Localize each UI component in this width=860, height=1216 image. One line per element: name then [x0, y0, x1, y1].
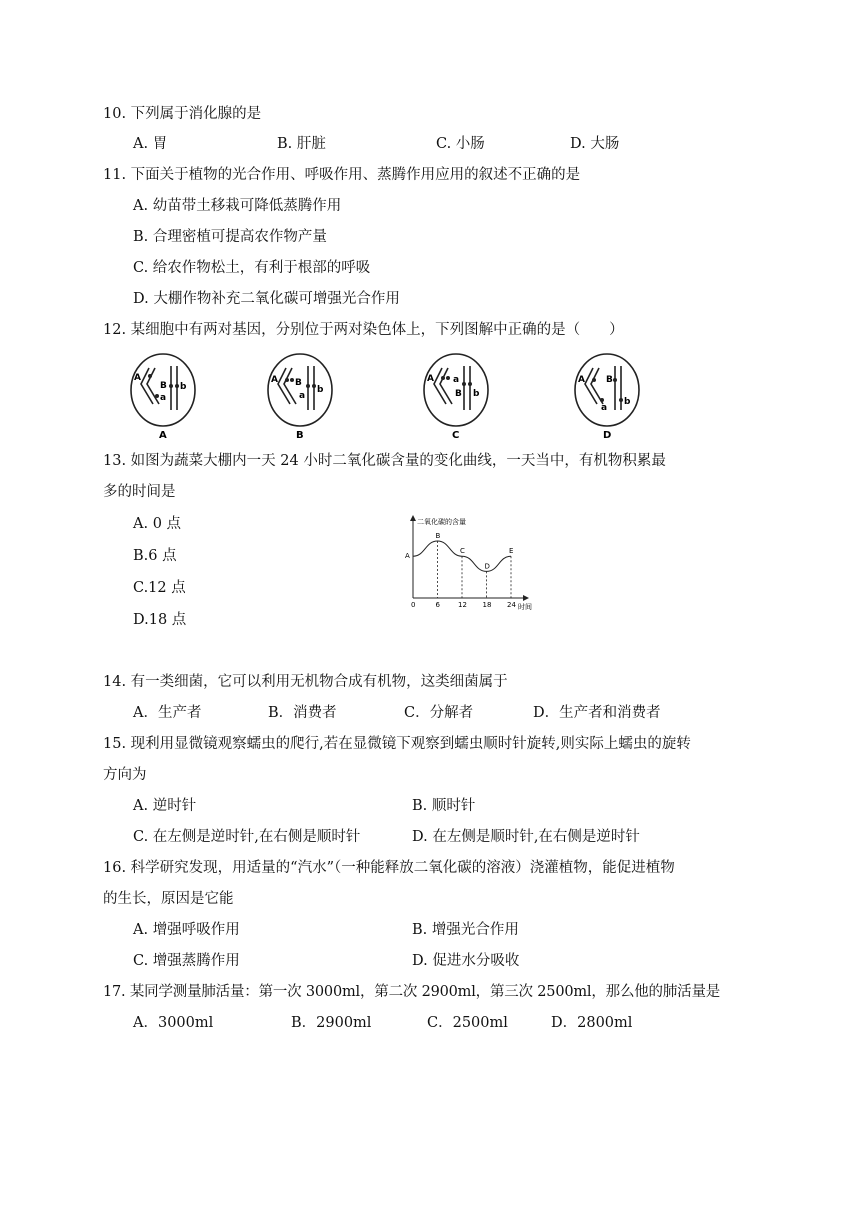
- cell-diagram-d: [575, 354, 639, 441]
- question-12-stem: 12. 某细胞中有两对基因，分别位于两对染色体上，下列图解中正确的是（ ）: [103, 322, 624, 338]
- q15-option-a: A. 逆时针: [133, 798, 197, 814]
- q15-option-c: C. 在左侧是逆时针,在右侧是顺时针: [133, 829, 361, 845]
- question-15-stem-line2: 方向为: [103, 767, 147, 783]
- q16-option-c: C. 增强蒸腾作用: [133, 953, 240, 969]
- q12-cell-diagrams: [0, 350, 860, 445]
- q14-option-b: B．消费者: [268, 705, 337, 721]
- point-label: B: [435, 532, 441, 540]
- q16-option-d: D. 促进水分吸收: [412, 953, 520, 969]
- q10-option-b: B. 肝脏: [277, 136, 326, 152]
- q16-option-a: A. 增强呼吸作用: [133, 922, 240, 938]
- cell-label-c: C: [452, 430, 460, 441]
- q14-option-d: D．生产者和消费者: [533, 705, 661, 721]
- gene-label: A: [134, 373, 141, 383]
- x-tick-label: 6: [435, 601, 440, 609]
- cell-diagram-a: [131, 354, 195, 441]
- gene-label: B: [160, 381, 167, 391]
- question-15-stem-line1: 15. 现利用显微镜观察蠕虫的爬行,若在显微镜下观察到蠕虫顺时针旋转,则实际上蠕虫的旋转: [103, 736, 691, 752]
- question-16-stem-line2: 的生长，原因是它能: [103, 891, 234, 907]
- question-11-stem: 11. 下面关于植物的光合作用、呼吸作用、蒸腾作用应用的叙述不正确的是: [103, 167, 581, 183]
- cell-label-a: A: [159, 430, 167, 441]
- q17-option-b: B．2900ml: [291, 1015, 372, 1031]
- gene-label: a: [453, 375, 460, 385]
- q11-option-a: A. 幼苗带土移栽可降低蒸腾作用: [133, 198, 342, 214]
- gene-label: a: [160, 393, 167, 403]
- gene-label: B: [455, 389, 462, 399]
- gene-label: b: [624, 397, 631, 407]
- gene-label: a: [601, 403, 608, 413]
- gene-label: B: [295, 378, 302, 388]
- q11-option-b: B. 合理密植可提高农作物产量: [133, 229, 327, 245]
- q11-option-d: D. 大棚作物补充二氧化碳可增强光合作用: [133, 291, 400, 307]
- cell-diagram-c: [424, 354, 488, 441]
- cell-label-b: B: [296, 430, 304, 441]
- q13-option-c: C.12 点: [133, 580, 186, 596]
- question-10-stem: 10. 下列属于消化腺的是: [103, 106, 262, 122]
- q10-option-c: C. 小肠: [436, 136, 485, 152]
- gene-label: b: [473, 389, 480, 399]
- x-tick-label: 18: [482, 601, 492, 609]
- cell-label-d: D: [603, 430, 612, 441]
- gene-label: b: [317, 385, 324, 395]
- question-13-stem-line1: 13. 如图为蔬菜大棚内一天 24 小时二氧化碳含量的变化曲线，一天当中，有机物积累最: [103, 453, 666, 469]
- q13-option-b: B.6 点: [133, 548, 177, 564]
- q17-option-d: D．2800ml: [551, 1015, 633, 1031]
- gene-label: b: [180, 382, 187, 392]
- question-14-stem: 14. 有一类细菌，它可以利用无机物合成有机物，这类细菌属于: [103, 674, 508, 690]
- q17-option-c: C．2500ml: [427, 1015, 508, 1031]
- point-label: C: [460, 547, 465, 556]
- co2-chart: [398, 512, 548, 614]
- point-label: A: [405, 552, 410, 561]
- q13-option-a: A. 0 点: [133, 516, 182, 532]
- q15-option-d: D. 在左侧是顺时针,在右侧是逆时针: [412, 829, 640, 845]
- point-label: D: [484, 562, 490, 571]
- q11-option-c: C. 给农作物松土，有利于根部的呼吸: [133, 260, 371, 276]
- q14-option-a: A．生产者: [133, 705, 202, 721]
- q13-option-d: D.18 点: [133, 612, 187, 628]
- q14-option-c: C．分解者: [404, 705, 474, 721]
- gene-label: A: [578, 375, 585, 385]
- q10-option-a: A. 胃: [133, 136, 168, 152]
- x-tick-label: 12: [458, 601, 467, 609]
- q17-option-a: A．3000ml: [133, 1015, 214, 1031]
- q10-option-d: D. 大肠: [570, 136, 620, 152]
- gene-label: a: [299, 391, 306, 401]
- q16-option-b: B. 增强光合作用: [412, 922, 519, 938]
- gene-label: A: [427, 374, 434, 384]
- cell-diagram-b: [268, 354, 332, 441]
- x-axis-label: 时间: [518, 603, 532, 611]
- q15-option-b: B. 顺时针: [412, 798, 476, 814]
- x-tick-label: 24: [507, 601, 516, 609]
- gene-label: A: [271, 375, 278, 385]
- question-16-stem-line1: 16. 科学研究发现，用适量的“汽水”（一种能释放二氧化碳的溶液）浇灌植物，能促进植物: [103, 860, 675, 876]
- y-axis-label: 二氧化碳的含量: [417, 518, 466, 526]
- question-17-stem: 17. 某同学测量肺活量：第一次 3000ml，第二次 2900ml，第三次 2500ml，那么他的肺活量是: [103, 984, 721, 1000]
- point-label: E: [509, 547, 514, 556]
- gene-label: B: [606, 375, 613, 385]
- question-13-stem-line2: 多的时间是: [103, 484, 176, 500]
- x-tick-label: 0: [411, 601, 416, 609]
